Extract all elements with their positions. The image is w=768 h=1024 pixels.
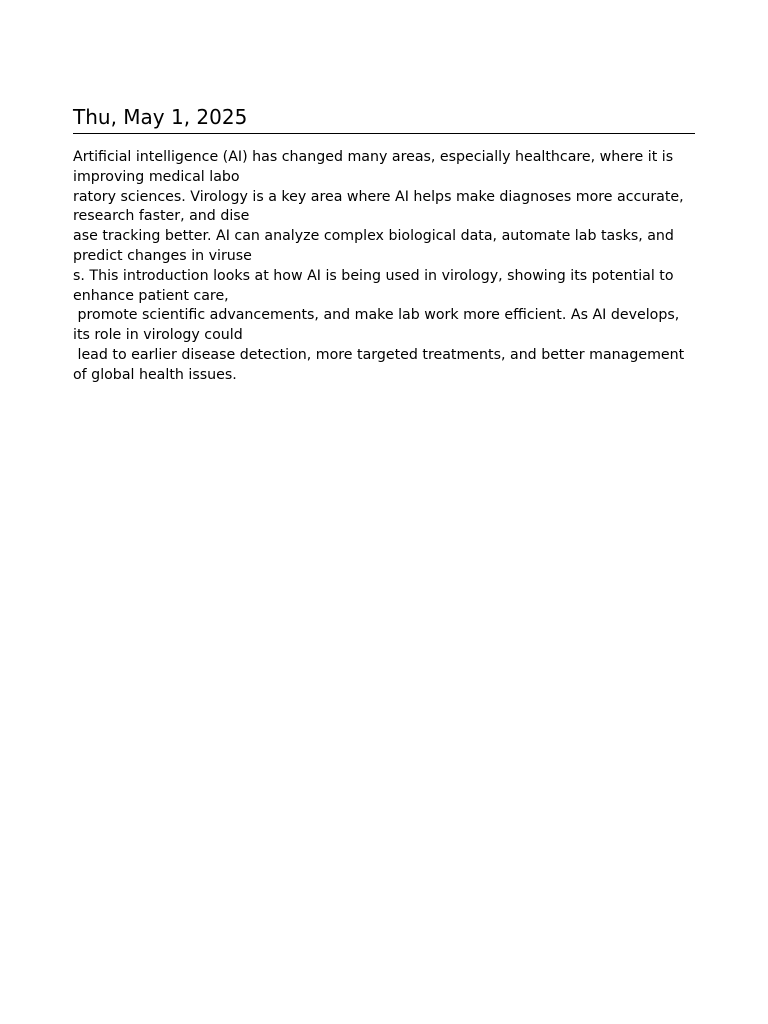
body-line: ase tracking better. AI can analyze complex biological data, automate lab tasks, and predict changes in viruse [73, 228, 679, 264]
body-line: lead to earlier disease detection, more targeted treatments, and better management of global health issues. [73, 346, 689, 383]
body-text [73, 148, 695, 386]
body-line: ratory sciences. Virology is a key area where AI helps make diagnoses more accurate, research faster, and dise [73, 188, 689, 225]
body-line: s. This introduction looks at how AI is being used in virology, showing its potential to enhance patient care, [73, 267, 679, 304]
document-page [73, 104, 695, 386]
body-line: Artificial intelligence (AI) has changed many areas, especially healthcare, where it is improving medical labo [73, 149, 678, 185]
date-heading: Thu, May 1, 2025 [73, 104, 695, 134]
body-line: promote scientific advancements, and make lab work more efficient. As AI develops, its role in virology could [73, 307, 684, 344]
